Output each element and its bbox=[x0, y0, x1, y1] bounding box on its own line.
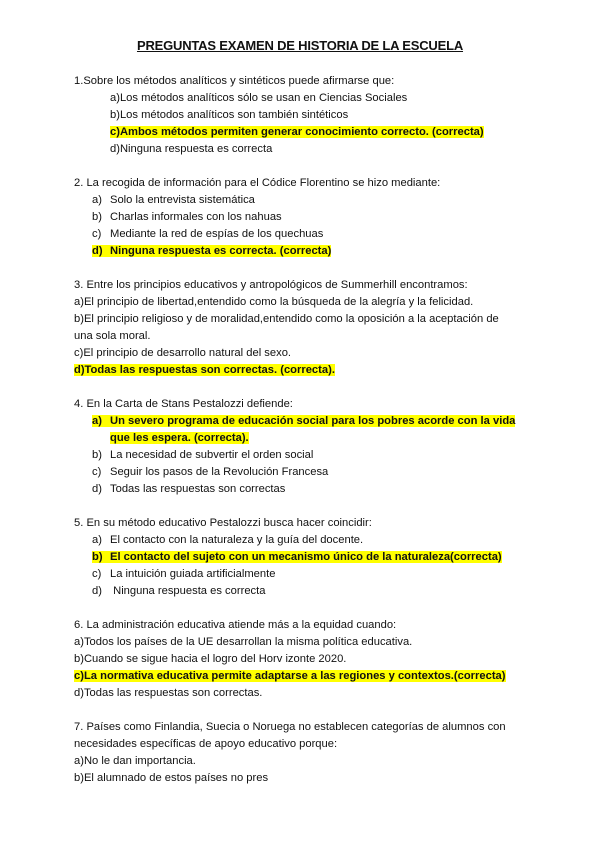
q6-option-a: a)Todos los países de la UE desarrollan la misma política educativa. bbox=[74, 636, 413, 648]
q2-option-a: Solo la entrevista sistemática bbox=[110, 194, 255, 206]
question-7: 7. Países como Finlandia, Suecia o Noruega no establecen categorías de alumnos con bbox=[74, 721, 506, 733]
q3-option-a: a)El principio de libertad,entendido como la búsqueda de la alegría y la felicidad. bbox=[74, 296, 474, 308]
q1-option-d: d)Ninguna respuesta es correcta bbox=[110, 143, 273, 155]
question-4: 4. En la Carta de Stans Pestalozzi defiende: bbox=[74, 398, 293, 410]
q3-option-c: c)El principio de desarrollo natural del sexo. bbox=[74, 347, 292, 359]
q1-option-c-correct: c)Ambos métodos permiten generar conocimiento correcto. (correcta) bbox=[110, 126, 484, 138]
q4-option-c: Seguir los pasos de la Revolución Francesa bbox=[110, 466, 329, 478]
question-5: 5. En su método educativo Pestalozzi busca hacer coincidir: bbox=[74, 517, 372, 529]
question-1: 1.Sobre los métodos analíticos y sintéticos puede afirmarse que: bbox=[74, 75, 395, 87]
q1-option-a: a)Los métodos analíticos sólo se usan en Ciencias Sociales bbox=[110, 92, 408, 104]
question-2: 2. La recogida de información para el Códice Florentino se hizo mediante: bbox=[74, 177, 441, 189]
q7-option-b: b)El alumnado de estos países no pres bbox=[74, 772, 269, 784]
q4-option-a-correct: Un severo programa de educación social para los pobres acorde con la vida bbox=[110, 415, 516, 427]
q2-option-b: Charlas informales con los nahuas bbox=[110, 211, 282, 223]
q3-option-d-correct: d)Todas las respuestas son correctas. (correcta). bbox=[74, 364, 335, 376]
q6-option-d: d)Todas las respuestas son correctas. bbox=[74, 687, 263, 699]
q4-marker-b: b) bbox=[92, 449, 102, 461]
q7-option-a: a)No le dan importancia. bbox=[74, 755, 196, 767]
q4-marker-d: d) bbox=[92, 483, 102, 495]
question-3: 3. Entre los principios educativos y antropológicos de Summerhill encontramos: bbox=[74, 279, 468, 291]
q4-option-b: La necesidad de subvertir el orden social bbox=[110, 449, 314, 461]
page-title: PREGUNTAS EXAMEN DE HISTORIA DE LA ESCUELA bbox=[136, 38, 464, 53]
q5-marker-a: a) bbox=[92, 534, 102, 546]
q5-option-b-correct: El contacto del sujeto con un mecanismo único de la naturaleza(correcta) bbox=[110, 551, 502, 563]
question-7-cont: necesidades específicas de apoyo educativo porque: bbox=[74, 738, 338, 750]
q4-marker-a: a) bbox=[92, 415, 102, 427]
q2-option-c: Mediante la red de espías de los quechuas bbox=[110, 228, 324, 240]
q2-marker-d: d) bbox=[92, 245, 103, 257]
q5-marker-b: b) bbox=[92, 551, 103, 563]
q5-marker-d: d) bbox=[92, 585, 102, 597]
q5-option-d: Ninguna respuesta es correcta bbox=[110, 585, 266, 597]
q5-option-a: El contacto con la naturaleza y la guía del docente. bbox=[110, 534, 364, 546]
q2-marker-b: b) bbox=[92, 211, 102, 223]
q5-option-c: La intuición guiada artificialmente bbox=[110, 568, 276, 580]
q4-option-d: Todas las respuestas son correctas bbox=[110, 483, 286, 495]
q6-option-c-correct: c)La normativa educativa permite adaptarse a las regiones y contextos.(correcta) bbox=[74, 670, 506, 682]
q3-option-b: b)El principio religioso y de moralidad,entendido como la oposición a la aceptación de bbox=[74, 313, 499, 325]
q1-option-b: b)Los métodos analíticos son también sintéticos bbox=[110, 109, 349, 121]
q4-option-a-cont: que les espera. (correcta). bbox=[110, 432, 249, 444]
q6-option-b: b)Cuando se sigue hacia el logro del Horv izonte 2020. bbox=[74, 653, 347, 665]
q2-option-d-correct: Ninguna respuesta es correcta. (correcta) bbox=[110, 245, 332, 257]
question-6: 6. La administración educativa atiende más a la equidad cuando: bbox=[74, 619, 397, 631]
q3-option-b-cont: una sola moral. bbox=[74, 330, 151, 342]
q2-marker-c: c) bbox=[92, 228, 102, 240]
q2-marker-a: a) bbox=[92, 194, 102, 206]
q5-marker-c: c) bbox=[92, 568, 102, 580]
q4-marker-c: c) bbox=[92, 466, 102, 478]
